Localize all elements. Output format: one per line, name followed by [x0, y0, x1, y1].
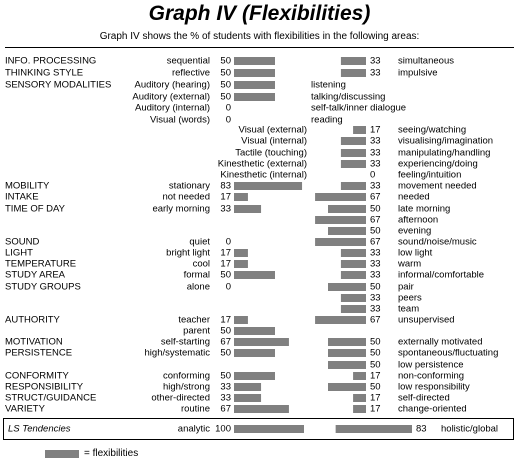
area-label: STUDY GROUPS: [5, 281, 81, 293]
left-option-label: routine: [180, 403, 210, 415]
summary-left-label: analytic: [177, 423, 210, 435]
left-bar: [234, 57, 275, 65]
left-option-label: parent: [183, 325, 210, 337]
left-bar: [234, 383, 261, 391]
left-bar: [234, 372, 275, 380]
right-bar: [353, 372, 366, 380]
left-option-label: Auditory (internal): [135, 102, 210, 114]
area-label: THINKING STYLE: [5, 67, 84, 79]
page-title: Graph IV (Flexibilities): [148, 2, 371, 25]
area-label: MOTIVATION: [5, 336, 63, 348]
ls-tendencies-label: LS Tendencies: [8, 423, 71, 435]
right-value-label: 50: [370, 381, 381, 393]
left-value-label: 0: [225, 102, 231, 114]
right-bar: [341, 57, 366, 65]
right-option-label: seeing/watching: [398, 124, 467, 136]
area-label: INFO. PROCESSING: [5, 55, 97, 67]
left-value-label: 50: [220, 370, 231, 382]
right-bar: [315, 316, 366, 324]
right-bar: [341, 271, 366, 279]
left-option-label: self-starting: [160, 336, 210, 348]
area-label: SENSORY MODALITIES: [5, 79, 112, 91]
right-value-label: 50: [370, 336, 381, 348]
right-value-label: 33: [370, 180, 381, 192]
left-value-label: 50: [220, 55, 231, 67]
area-label: AUTHORITY: [5, 314, 60, 326]
right-option-label: non-conforming: [398, 370, 465, 382]
left-bar: [234, 93, 275, 101]
right-option-label: simultaneous: [398, 55, 454, 67]
right-value-label: 17: [370, 392, 381, 404]
right-option-label: low light: [398, 247, 433, 259]
right-bar: [328, 361, 366, 369]
left-value-label: 67: [220, 336, 231, 348]
right-value-label: 17: [370, 403, 381, 415]
right-bar: [328, 349, 366, 357]
right-value-label: 33: [370, 269, 381, 281]
right-bar: [328, 283, 366, 291]
left-bar: [234, 349, 275, 357]
area-label: STRUCT/GUIDANCE: [5, 392, 97, 404]
right-option-label: visualising/imagination: [398, 135, 494, 147]
page-subtitle: Graph IV shows the % of students with flexibilities in the following areas:: [99, 31, 420, 42]
right-option-label: manipulating/handling: [398, 147, 491, 159]
left-bar: [234, 271, 275, 279]
right-bar: [353, 394, 366, 402]
left-option-label: Auditory (hearing): [134, 79, 210, 91]
left-option-label: sequential: [166, 55, 210, 67]
right-bar: [341, 260, 366, 268]
right-value-label: 0: [370, 169, 376, 181]
area-label: CONFORMITY: [5, 370, 69, 382]
legend-swatch: [45, 450, 79, 458]
right-option-label: reading: [311, 114, 343, 126]
right-value-label: 67: [370, 236, 381, 248]
right-option-label: listening: [311, 79, 346, 91]
area-label: INTAKE: [5, 191, 39, 203]
right-value-label: 50: [370, 281, 381, 293]
left-bar: [234, 327, 275, 335]
area-label: TIME OF DAY: [5, 203, 65, 215]
right-option-label: late morning: [398, 203, 451, 215]
ls-tendencies-box: [3, 418, 514, 440]
left-value-label: 50: [220, 91, 231, 103]
right-value-label: 33: [370, 67, 381, 79]
left-bar: [234, 193, 248, 201]
right-bar: [341, 294, 366, 302]
left-bar: [234, 182, 302, 190]
area-label: TEMPERATURE: [5, 258, 77, 270]
right-option-label: self-directed: [398, 392, 450, 404]
left-option-label: bright light: [166, 247, 210, 259]
right-value-label: 50: [370, 225, 381, 237]
left-option-label: formal: [183, 269, 210, 281]
right-option-label: movement needed: [398, 180, 477, 192]
right-value-label: 33: [370, 303, 381, 315]
left-option-label: not needed: [162, 191, 210, 203]
left-option-label: conforming: [163, 370, 210, 382]
right-option-label: unsupervised: [398, 314, 455, 326]
right-option-label: afternoon: [398, 214, 439, 226]
area-label: MOBILITY: [5, 180, 50, 192]
legend-label: = flexibilities: [84, 448, 139, 459]
summary-left-value: 100: [215, 423, 231, 435]
center-option-label: Kinesthetic (external): [217, 158, 307, 170]
left-value-label: 67: [220, 403, 231, 415]
right-option-label: warm: [398, 258, 422, 270]
left-bar: [234, 405, 289, 413]
left-bar: [234, 81, 275, 89]
right-bar: [328, 227, 366, 235]
right-bar: [341, 160, 366, 168]
right-bar: [353, 405, 366, 413]
area-label: SOUND: [5, 236, 40, 248]
area-label: VARIETY: [5, 403, 45, 415]
summary-right-label: holistic/global: [441, 423, 499, 435]
right-bar: [315, 238, 366, 246]
right-value-label: 33: [370, 135, 381, 147]
left-bar: [234, 260, 248, 268]
right-option-label: sound/noise/music: [398, 236, 477, 248]
area-label: RESPONSIBILITY: [5, 381, 84, 393]
left-value-label: 0: [225, 281, 231, 293]
left-value-label: 50: [220, 347, 231, 359]
left-value-label: 50: [220, 269, 231, 281]
right-option-label: peers: [398, 292, 422, 304]
right-option-label: low responsibility: [398, 381, 470, 393]
right-bar: [315, 193, 366, 201]
left-bar: [234, 249, 248, 257]
center-option-label: Visual (external): [238, 124, 307, 136]
right-value-label: 17: [370, 370, 381, 382]
left-option-label: high/strong: [162, 381, 210, 393]
right-bar: [353, 126, 366, 134]
left-value-label: 33: [220, 203, 231, 215]
right-value-label: 67: [370, 214, 381, 226]
right-bar: [341, 182, 366, 190]
right-bar: [315, 216, 366, 224]
left-bar: [234, 394, 261, 402]
left-option-label: early morning: [152, 203, 210, 215]
right-value-label: 50: [370, 203, 381, 215]
left-option-label: high/systematic: [144, 347, 210, 359]
center-option-label: Visual (internal): [241, 135, 307, 147]
right-option-label: self-talk/inner dialogue: [311, 102, 407, 114]
left-option-label: reflective: [171, 67, 210, 79]
right-value-label: 67: [370, 314, 381, 326]
left-value-label: 0: [225, 114, 231, 126]
right-bar: [328, 338, 366, 346]
right-option-label: experiencing/doing: [398, 158, 478, 170]
left-option-label: Visual (words): [149, 114, 210, 126]
right-bar: [341, 137, 366, 145]
right-value-label: 33: [370, 247, 381, 259]
right-option-label: feeling/intuition: [398, 169, 462, 181]
right-value-label: 33: [370, 258, 381, 270]
left-option-label: cool: [192, 258, 210, 270]
right-value-label: 33: [370, 292, 381, 304]
left-value-label: 33: [220, 381, 231, 393]
right-option-label: low persistence: [398, 359, 464, 371]
left-value-label: 17: [220, 191, 231, 203]
right-option-label: spontaneous/fluctuating: [398, 347, 499, 359]
right-option-label: impulsive: [398, 67, 438, 79]
right-value-label: 17: [370, 124, 381, 136]
left-option-label: alone: [186, 281, 210, 293]
right-option-label: externally motivated: [398, 336, 483, 348]
left-option-label: Auditory (external): [132, 91, 210, 103]
left-bar: [234, 205, 261, 213]
left-value-label: 17: [220, 314, 231, 326]
right-value-label: 33: [370, 55, 381, 67]
right-bar: [341, 149, 366, 157]
right-option-label: pair: [398, 281, 414, 293]
center-option-label: Tactile (touching): [235, 147, 307, 159]
left-value-label: 83: [220, 180, 231, 192]
left-bar: [234, 338, 289, 346]
right-option-label: informal/comfortable: [398, 269, 485, 281]
left-bar: [234, 69, 275, 77]
left-value-label: 17: [220, 258, 231, 270]
left-option-label: quiet: [189, 236, 210, 248]
left-value-label: 0: [225, 236, 231, 248]
right-option-label: team: [398, 303, 420, 315]
right-bar: [328, 383, 366, 391]
left-value-label: 50: [220, 67, 231, 79]
left-option-label: other-directed: [151, 392, 210, 404]
right-option-label: evening: [398, 225, 432, 237]
right-bar: [328, 205, 366, 213]
center-option-label: Kinesthetic (internal): [220, 169, 307, 181]
right-value-label: 33: [370, 158, 381, 170]
right-option-label: talking/discussing: [311, 91, 386, 103]
right-bar: [341, 69, 366, 77]
area-label: STUDY AREA: [5, 269, 66, 281]
right-option-label: needed: [398, 191, 430, 203]
left-option-label: stationary: [168, 180, 210, 192]
area-label: LIGHT: [5, 247, 33, 259]
right-value-label: 50: [370, 347, 381, 359]
area-label: PERSISTENCE: [5, 347, 73, 359]
left-value-label: 50: [220, 79, 231, 91]
left-value-label: 33: [220, 392, 231, 404]
left-bar: [234, 316, 248, 324]
right-bar: [341, 249, 366, 257]
legend: [45, 448, 138, 459]
right-value-label: 67: [370, 191, 381, 203]
left-option-label: teacher: [178, 314, 210, 326]
summary-right-value: 83: [416, 423, 427, 435]
right-option-label: change-oriented: [398, 403, 467, 415]
left-value-label: 50: [220, 325, 231, 337]
right-bar: [341, 305, 366, 313]
left-value-label: 17: [220, 247, 231, 259]
right-value-label: 50: [370, 359, 381, 371]
right-value-label: 33: [370, 147, 381, 159]
